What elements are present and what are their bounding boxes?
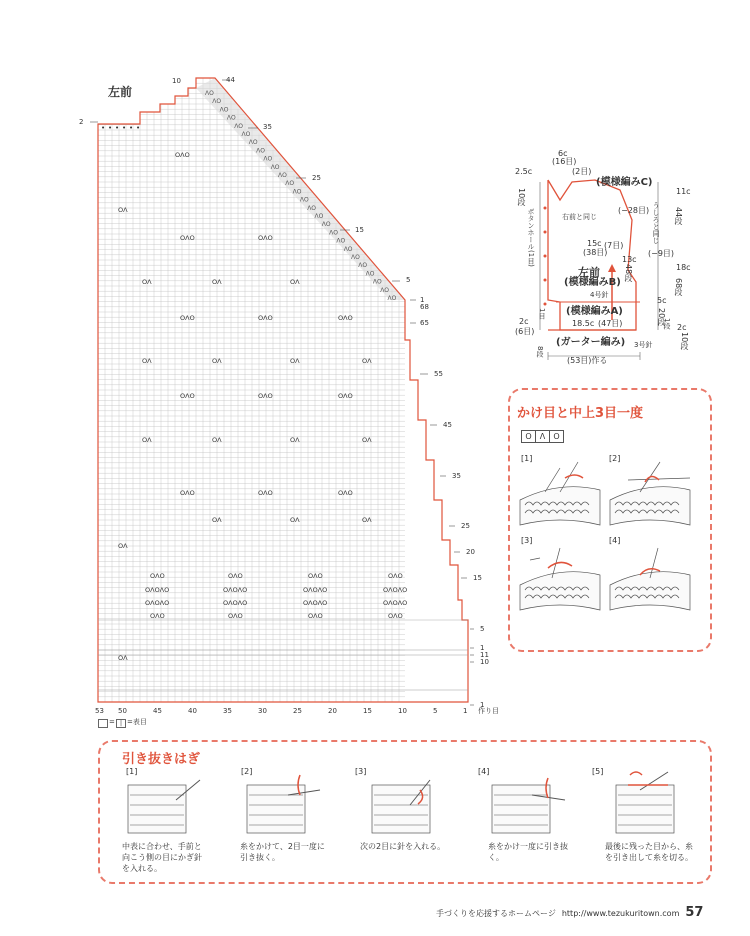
diagonal-stitch-mark: ΛO [343, 245, 353, 253]
chart-motif-mark: OΛ [290, 357, 300, 365]
label-15-diag: 15 [355, 226, 364, 234]
diagonal-stitch-mark: ΛO [263, 155, 273, 163]
col-label-35: 35 [223, 707, 232, 715]
chart-motif-mark: OΛ [290, 436, 300, 444]
diagonal-stitch-mark: ΛO [365, 270, 375, 278]
chart-motif-mark: OΛ [118, 206, 128, 214]
diagonal-stitch-mark: ΛO [219, 106, 229, 114]
row-label-5: 5 [480, 625, 485, 633]
sch-13c: 13c [622, 255, 637, 264]
symbol-yo-2: O [550, 430, 564, 443]
sch-8: 8段 [536, 346, 544, 358]
row-label-1b: 1 [480, 701, 485, 709]
chart-motif-mark: OΛOΛO [303, 586, 328, 594]
chart-motif-mark: OΛO [338, 392, 353, 400]
diagonal-stitch-mark: ΛO [292, 188, 302, 196]
chart-motif-mark: OΛOΛO [303, 599, 328, 607]
chart-motif-mark: OΛO [258, 392, 273, 400]
chart-motif-mark: OΛO [228, 572, 243, 580]
chart-motif-mark: OΛO [150, 612, 165, 620]
chart-motif-mark: OΛOΛO [223, 599, 248, 607]
sch-top-6c: 6c [558, 149, 568, 158]
diagonal-stitch-mark: ΛO [248, 139, 258, 147]
sch-48: 48段 [624, 264, 633, 283]
row-label-25: 25 [461, 522, 470, 530]
chart-motif-mark: OΛO [150, 572, 165, 580]
chart-motif-mark: OΛOΛO [145, 586, 170, 594]
chart-motif-mark: OΛO [180, 314, 195, 322]
sch-38: (38目) [583, 248, 608, 257]
sch-title: 左前 [578, 266, 600, 279]
hikinuki-cap-5: 最後に残った目から、糸を引き出して糸を切る。 [605, 842, 693, 862]
diagonal-stitch-mark: ΛO [270, 163, 280, 171]
diagonal-stitch-mark: ΛO [299, 196, 309, 204]
footer [436, 905, 703, 920]
label-44-top: 44 [226, 76, 235, 84]
sch-7: (7目) [604, 241, 624, 250]
sch-2c-right: 2c [677, 323, 687, 332]
chart-motif-mark: OΛOΛO [145, 599, 170, 607]
sch-2c-left: 2c [519, 317, 529, 326]
diagonal-stitch-mark: ΛO [358, 262, 368, 270]
label-25-diag: 25 [312, 174, 321, 182]
chart-motif-mark: OΛO [228, 612, 243, 620]
hikinuki-cap-3: 次の2目に針を入れる。 [360, 842, 446, 851]
chart-motif-mark: OΛOΛO [383, 586, 408, 594]
row-label-35: 35 [452, 472, 461, 480]
sch-11c: 11c [676, 187, 691, 196]
chart-motif-mark: OΛO [258, 234, 273, 242]
chart-motif-mark: OΛ [142, 436, 152, 444]
legend-text: =表目 [127, 718, 147, 726]
hikinuki-cap-2: 糸をかけて、2目一度に引き抜く。 [240, 842, 325, 862]
chart-motif-mark: OΛ [212, 436, 222, 444]
row-label-20: 20 [466, 548, 475, 556]
legend-equals: = [109, 718, 115, 726]
col-label-25: 25 [293, 707, 302, 715]
chart-motif-mark: OΛO [388, 572, 403, 580]
chart-motif-mark: OΛO [338, 489, 353, 497]
sch-top-16: (16目) [552, 157, 577, 166]
sch-minus9: (−9目) [648, 249, 675, 258]
sch-neck-10: 10段 [517, 188, 526, 207]
kakeme-title: かけ目と中上3目一度 [517, 406, 644, 421]
chart-motif-mark: OΛO [338, 314, 353, 322]
bindoff-mark: • [136, 124, 141, 132]
hikinuki-step-1: [1] [126, 767, 138, 776]
hikinuki-step-2: [2] [241, 767, 253, 776]
sch-needle3: 3号針 [634, 341, 653, 349]
col-label-10: 10 [398, 707, 407, 715]
chart-motif-mark: OΛO [180, 234, 195, 242]
chart-motif-mark: OΛ [212, 357, 222, 365]
kakeme-step-4: [4] [609, 536, 621, 545]
chart-motif-mark: OΛO [258, 314, 273, 322]
sch-185c: 18.5c [572, 319, 595, 328]
label-5-diag: 5 [406, 276, 411, 284]
chart-motif-mark: OΛ [212, 278, 222, 286]
sch-same-back: うしろと同じ [652, 202, 660, 244]
chart-motif-mark: OΛ [142, 278, 152, 286]
diagonal-stitch-mark: ΛO [278, 172, 287, 179]
row-label-10: 10 [480, 658, 489, 666]
chart-motif-mark: OΛ [290, 516, 300, 524]
chart-motif-mark: OΛ [362, 357, 372, 365]
bindoff-mark: • [101, 124, 106, 132]
sch-minus28: (−28目) [618, 206, 650, 215]
sch-same-right: 右前と同じ [562, 213, 597, 221]
chart-motif-mark: OΛ [362, 516, 372, 524]
label-1-diag: 1 [420, 296, 425, 304]
symbol-cdd: Λ [536, 430, 550, 443]
diagonal-stitch-mark: ΛO [336, 237, 346, 245]
col-label-1: 1 [463, 707, 468, 715]
diagonal-stitch-mark: ΛO [372, 278, 382, 286]
label-68: 68 [420, 303, 429, 311]
diagonal-stitch-mark: ΛO [329, 229, 338, 237]
diagonal-stitch-mark: ΛO [321, 221, 331, 229]
col-label-20: 20 [328, 707, 337, 715]
sch-5c: 5c [657, 296, 667, 305]
chart-motif-mark: OΛ [142, 357, 152, 365]
col-label-50: 50 [118, 707, 127, 715]
sch-neck-25c: 2.5c [515, 167, 533, 176]
diagonal-stitch-mark: ΛO [351, 254, 360, 261]
footer-text: 手づくりを応援するホームページ [436, 909, 556, 918]
sch-53: (53目)作る [567, 356, 608, 365]
hikinuki-cap-1: 中表に合わせ、手前と向こう側の目にかぎ針を入れる。 [122, 842, 202, 873]
hikinuki-step-3: [3] [355, 767, 367, 776]
label-65: 65 [420, 319, 429, 327]
kakeme-step-3: [3] [521, 536, 533, 545]
chart-motif-mark: OΛ [362, 436, 372, 444]
chart-motif-mark: OΛ [118, 542, 128, 550]
sch-pattern-c: (模様編みC) [596, 177, 653, 188]
row-label-15: 15 [473, 574, 482, 582]
sch-6m: (6目) [515, 327, 535, 336]
diagonal-stitch-mark: ΛO [314, 213, 324, 220]
hikinuki-title: 引き抜きはぎ [122, 752, 201, 767]
row-label-55: 55 [434, 370, 443, 378]
label-2-left: 2 [79, 118, 84, 126]
diagonal-stitch-mark: ΛO [226, 114, 236, 122]
diagonal-stitch-mark: ΛO [212, 98, 222, 106]
sch-18c: 18c [676, 263, 691, 272]
legend-knit-cell: | [116, 719, 126, 728]
col-label-5: 5 [433, 707, 438, 715]
sch-1r: 1段 [663, 318, 671, 330]
bindoff-mark: • [108, 124, 113, 132]
chart-motif-mark: OΛ [212, 516, 222, 524]
chart-motif-mark: OΛ [290, 278, 300, 286]
diagonal-stitch-mark: ΛO [307, 204, 317, 212]
hikinuki-step-4: [4] [478, 767, 490, 776]
chart-motif-mark: OΛO [308, 572, 323, 580]
footer-url[interactable]: http://www.tezukuritown.com [561, 909, 680, 918]
bindoff-mark: • [115, 124, 120, 132]
chart-motif-mark: OΛO [180, 392, 195, 400]
diagonal-stitch-mark: ΛO [285, 180, 295, 188]
label-35-diag: 35 [263, 123, 272, 131]
sch-44: 44段 [674, 207, 683, 226]
diagonal-stitch-mark: ΛO [234, 122, 244, 130]
col-label-45: 45 [153, 707, 162, 715]
hikinuki-step-5: [5] [592, 767, 604, 776]
sch-20: 20段 [657, 308, 666, 327]
bindoff-mark: • [129, 124, 134, 132]
sch-2m: (2目) [572, 167, 592, 176]
col-label-53: 53 [95, 707, 104, 715]
sch-15c: 15c [587, 239, 602, 248]
chart-motif-mark: OΛOΛO [223, 586, 248, 594]
chart-title: 左前 [108, 85, 133, 99]
diagonal-stitch-mark: ΛO [256, 147, 265, 155]
col-label-30: 30 [258, 707, 267, 715]
sch-pattern-a: (模様編みA) [566, 306, 623, 317]
chart-motif-mark: OΛO [308, 612, 323, 620]
kakeme-step-2: [2] [609, 454, 621, 463]
cast-on-label: 作り目 [478, 707, 499, 715]
page-number: 57 [685, 905, 704, 920]
col-label-40: 40 [188, 707, 197, 715]
chart-motif-mark: OΛO [180, 489, 195, 497]
diagonal-stitch-mark: ΛO [205, 90, 214, 97]
chart-motif-mark: OΛ [118, 654, 128, 662]
sch-1m-left: 1目 [538, 308, 546, 320]
diagonal-stitch-mark: ΛO [387, 295, 397, 302]
hikinuki-cap-4: 糸をかけ一度に引き抜く。 [488, 842, 568, 862]
col-label-15: 15 [363, 707, 372, 715]
bindoff-mark: • [122, 124, 127, 132]
sch-47: (47目) [598, 319, 623, 328]
symbol-yo-1: O [521, 430, 536, 443]
label-10-top: 10 [172, 77, 181, 85]
chart-motif-mark: OΛO [388, 612, 403, 620]
sch-buttonhole: ボタンホール(1目) [527, 208, 535, 267]
kakeme-step-1: [1] [521, 454, 533, 463]
row-label-45: 45 [443, 421, 452, 429]
sch-68: 68段 [674, 278, 683, 297]
sch-10: 10段 [680, 332, 689, 351]
sch-garter: (ガーター編み) [556, 337, 626, 348]
sch-pattern-b: (模様編みB) [564, 277, 621, 288]
diagonal-stitch-mark: ΛO [241, 131, 251, 138]
row-label-11: 11 [480, 651, 489, 659]
sch-needle4: 4号針 [590, 291, 609, 299]
chart-motif-mark: OΛO [258, 489, 273, 497]
diagonal-stitch-mark: ΛO [380, 286, 390, 294]
chart-motif-mark: OΛO [175, 151, 190, 159]
chart-motif-mark: OΛOΛO [383, 599, 408, 607]
row-label-1a: 1 [480, 644, 485, 652]
